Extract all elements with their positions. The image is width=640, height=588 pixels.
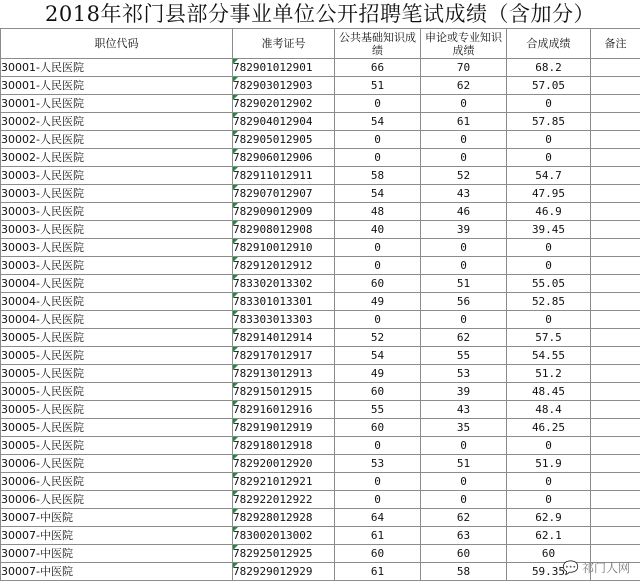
cell-exam-number: 782905012905 [233,131,335,149]
cell-remarks [591,419,640,437]
table-row [1,167,640,185]
cell-position-code: 30003-人民医院 [1,167,233,185]
cell-public-basic-score: 40 [335,221,421,239]
cell-position-code: 30005-人民医院 [1,437,233,455]
cell-essay-professional-score: 62 [421,509,507,527]
cell-composite-score: 59.35 [507,563,591,581]
cell-essay-professional-score: 60 [421,545,507,563]
table-row [1,311,640,329]
cell-exam-number: 782917012917 [233,347,335,365]
cell-public-basic-score: 0 [335,239,421,257]
cell-remarks [591,455,640,473]
cell-position-code: 30003-人民医院 [1,257,233,275]
cell-position-code: 30005-人民医院 [1,347,233,365]
cell-position-code: 30001-人民医院 [1,95,233,113]
cell-position-code: 30002-人民医院 [1,131,233,149]
cell-essay-professional-score: 0 [421,311,507,329]
cell-essay-professional-score: 0 [421,239,507,257]
cell-exam-number: 782925012925 [233,545,335,563]
watermark [563,559,630,576]
cell-composite-score: 62.1 [507,527,591,545]
cell-public-basic-score: 64 [335,509,421,527]
cell-position-code: 30005-人民医院 [1,401,233,419]
cell-exam-number: 782901012901 [233,59,335,77]
cell-essay-professional-score: 0 [421,149,507,167]
cell-public-basic-score: 58 [335,167,421,185]
cell-remarks [591,275,640,293]
header-composite-score: 合成成绩 [507,29,591,59]
cell-remarks [591,113,640,131]
header-essay-professional-score: 申论或专业知识成绩 [421,29,507,59]
cell-composite-score: 46.9 [507,203,591,221]
cell-position-code: 30005-人民医院 [1,329,233,347]
cell-remarks [591,509,640,527]
cell-public-basic-score: 55 [335,401,421,419]
cell-position-code: 30003-人民医院 [1,203,233,221]
cell-position-code: 30006-人民医院 [1,473,233,491]
cell-remarks [591,527,640,545]
table-row [1,203,640,221]
cell-essay-professional-score: 51 [421,455,507,473]
table-row [1,131,640,149]
table-row [1,401,640,419]
cell-public-basic-score: 0 [335,131,421,149]
table-row [1,365,640,383]
table-row [1,347,640,365]
cell-public-basic-score: 53 [335,455,421,473]
cell-exam-number: 783303013303 [233,311,335,329]
cell-public-basic-score: 60 [335,545,421,563]
cell-essay-professional-score: 51 [421,275,507,293]
cell-exam-number: 782919012919 [233,419,335,437]
cell-exam-number: 782929012929 [233,563,335,581]
cell-remarks [591,95,640,113]
cell-exam-number: 782915012915 [233,383,335,401]
cell-composite-score: 48.45 [507,383,591,401]
cell-exam-number: 782904012904 [233,113,335,131]
cell-public-basic-score: 0 [335,257,421,275]
cell-public-basic-score: 0 [335,149,421,167]
cell-public-basic-score: 0 [335,311,421,329]
cell-remarks [591,221,640,239]
cell-composite-score: 60 [507,545,591,563]
table-row [1,491,640,509]
table-row [1,473,640,491]
cell-public-basic-score: 0 [335,473,421,491]
cell-position-code: 30001-人民医院 [1,77,233,95]
cell-position-code: 30003-人民医院 [1,185,233,203]
cell-composite-score: 0 [507,131,591,149]
cell-position-code: 30004-人民医院 [1,311,233,329]
cell-essay-professional-score: 70 [421,59,507,77]
table-row [1,113,640,131]
cell-position-code: 30007-中医院 [1,563,233,581]
cell-composite-score: 57.05 [507,77,591,95]
cell-essay-professional-score: 0 [421,131,507,149]
cell-remarks [591,347,640,365]
cell-essay-professional-score: 63 [421,527,507,545]
cell-composite-score: 52.85 [507,293,591,311]
cell-public-basic-score: 54 [335,113,421,131]
cell-composite-score: 46.25 [507,419,591,437]
watermark-text: 祁门人网 [581,561,630,575]
cell-public-basic-score: 61 [335,563,421,581]
cell-public-basic-score: 60 [335,383,421,401]
cell-exam-number: 783301013301 [233,293,335,311]
cell-public-basic-score: 49 [335,293,421,311]
table-row [1,95,640,113]
cell-public-basic-score: 0 [335,95,421,113]
cell-essay-professional-score: 0 [421,257,507,275]
cell-remarks [591,167,640,185]
cell-position-code: 30002-人民医院 [1,149,233,167]
cell-position-code: 30005-人民医院 [1,365,233,383]
page-title: 2018年祁门县部分事业单位公开招聘笔试成绩（含加分） [45,2,595,26]
cell-exam-number: 782916012916 [233,401,335,419]
table-row [1,59,640,77]
cell-exam-number: 782912012912 [233,257,335,275]
cell-essay-professional-score: 35 [421,419,507,437]
cell-public-basic-score: 48 [335,203,421,221]
cell-essay-professional-score: 0 [421,95,507,113]
cell-composite-score: 0 [507,491,591,509]
cell-position-code: 30004-人民医院 [1,293,233,311]
cell-essay-professional-score: 0 [421,437,507,455]
cell-exam-number: 782913012913 [233,365,335,383]
cell-public-basic-score: 52 [335,329,421,347]
table-row [1,437,640,455]
cell-exam-number: 782922012922 [233,491,335,509]
cell-essay-professional-score: 43 [421,185,507,203]
cell-public-basic-score: 54 [335,347,421,365]
cell-exam-number: 782911012911 [233,167,335,185]
cell-remarks [591,473,640,491]
cell-composite-score: 55.05 [507,275,591,293]
cell-remarks [591,131,640,149]
cell-composite-score: 57.5 [507,329,591,347]
cell-exam-number: 783302013302 [233,275,335,293]
score-table [0,28,640,581]
cell-essay-professional-score: 39 [421,383,507,401]
cell-public-basic-score: 60 [335,419,421,437]
cell-composite-score: 51.2 [507,365,591,383]
cell-exam-number: 782921012921 [233,473,335,491]
cell-exam-number: 782907012907 [233,185,335,203]
cell-remarks [591,203,640,221]
cell-exam-number: 782920012920 [233,455,335,473]
cell-exam-number: 782910012910 [233,239,335,257]
table-row [1,545,640,563]
cell-composite-score: 62.9 [507,509,591,527]
table-row [1,383,640,401]
wechat-bubble-icon: 💬 [562,561,579,576]
cell-essay-professional-score: 56 [421,293,507,311]
cell-composite-score: 39.45 [507,221,591,239]
cell-composite-score: 47.95 [507,185,591,203]
cell-position-code: 30007-中医院 [1,527,233,545]
cell-public-basic-score: 60 [335,275,421,293]
cell-exam-number: 782914012914 [233,329,335,347]
cell-essay-professional-score: 46 [421,203,507,221]
cell-essay-professional-score: 43 [421,401,507,419]
cell-exam-number: 782903012903 [233,77,335,95]
table-row [1,221,640,239]
cell-remarks [591,77,640,95]
cell-composite-score: 68.2 [507,59,591,77]
cell-composite-score: 0 [507,473,591,491]
cell-exam-number: 782906012906 [233,149,335,167]
cell-remarks [591,59,640,77]
table-row [1,149,640,167]
cell-position-code: 30007-中医院 [1,545,233,563]
table-row [1,419,640,437]
table-row [1,257,640,275]
cell-essay-professional-score: 0 [421,491,507,509]
cell-position-code: 30006-人民医院 [1,491,233,509]
cell-composite-score: 54.55 [507,347,591,365]
cell-essay-professional-score: 53 [421,365,507,383]
header-public-basic-score: 公共基础知识成绩 [335,29,421,59]
cell-remarks [591,149,640,167]
cell-composite-score: 48.4 [507,401,591,419]
cell-position-code: 30007-中医院 [1,509,233,527]
table-row [1,239,640,257]
cell-exam-number: 782902012902 [233,95,335,113]
cell-position-code: 30006-人民医院 [1,455,233,473]
cell-exam-number: 782918012918 [233,437,335,455]
cell-remarks [591,365,640,383]
cell-position-code: 30002-人民医院 [1,113,233,131]
cell-essay-professional-score: 39 [421,221,507,239]
cell-public-basic-score: 51 [335,77,421,95]
cell-position-code: 30003-人民医院 [1,239,233,257]
cell-essay-professional-score: 52 [421,167,507,185]
cell-position-code: 30003-人民医院 [1,221,233,239]
cell-remarks [591,239,640,257]
cell-exam-number: 782908012908 [233,221,335,239]
cell-remarks [591,383,640,401]
cell-public-basic-score: 0 [335,437,421,455]
cell-remarks [591,311,640,329]
cell-composite-score: 0 [507,311,591,329]
cell-remarks [591,257,640,275]
cell-essay-professional-score: 58 [421,563,507,581]
header-remarks: 备注 [591,29,640,59]
cell-remarks [591,437,640,455]
cell-essay-professional-score: 61 [421,113,507,131]
cell-remarks [591,185,640,203]
cell-composite-score: 0 [507,437,591,455]
table-row [1,455,640,473]
cell-public-basic-score: 61 [335,527,421,545]
cell-essay-professional-score: 62 [421,77,507,95]
table-row [1,77,640,95]
cell-public-basic-score: 0 [335,491,421,509]
header-row [1,29,640,59]
header-exam-number: 准考证号 [233,29,335,59]
header-position-code: 职位代码 [1,29,233,59]
cell-composite-score: 54.7 [507,167,591,185]
cell-public-basic-score: 49 [335,365,421,383]
cell-exam-number: 782909012909 [233,203,335,221]
table-row [1,185,640,203]
cell-composite-score: 57.85 [507,113,591,131]
cell-composite-score: 0 [507,257,591,275]
cell-remarks [591,293,640,311]
table-row [1,527,640,545]
table-row [1,563,640,581]
cell-exam-number: 782928012928 [233,509,335,527]
cell-public-basic-score: 66 [335,59,421,77]
cell-essay-professional-score: 0 [421,473,507,491]
cell-essay-professional-score: 55 [421,347,507,365]
cell-composite-score: 0 [507,95,591,113]
cell-remarks [591,401,640,419]
table-row [1,329,640,347]
cell-composite-score: 0 [507,239,591,257]
cell-composite-score: 0 [507,149,591,167]
cell-exam-number: 783002013002 [233,527,335,545]
cell-remarks [591,329,640,347]
cell-essay-professional-score: 62 [421,329,507,347]
cell-remarks [591,491,640,509]
cell-composite-score: 51.9 [507,455,591,473]
cell-position-code: 30001-人民医院 [1,59,233,77]
cell-position-code: 30005-人民医院 [1,383,233,401]
table-row [1,293,640,311]
table-row [1,509,640,527]
table-row [1,275,640,293]
cell-position-code: 30005-人民医院 [1,419,233,437]
cell-position-code: 30004-人民医院 [1,275,233,293]
cell-public-basic-score: 54 [335,185,421,203]
